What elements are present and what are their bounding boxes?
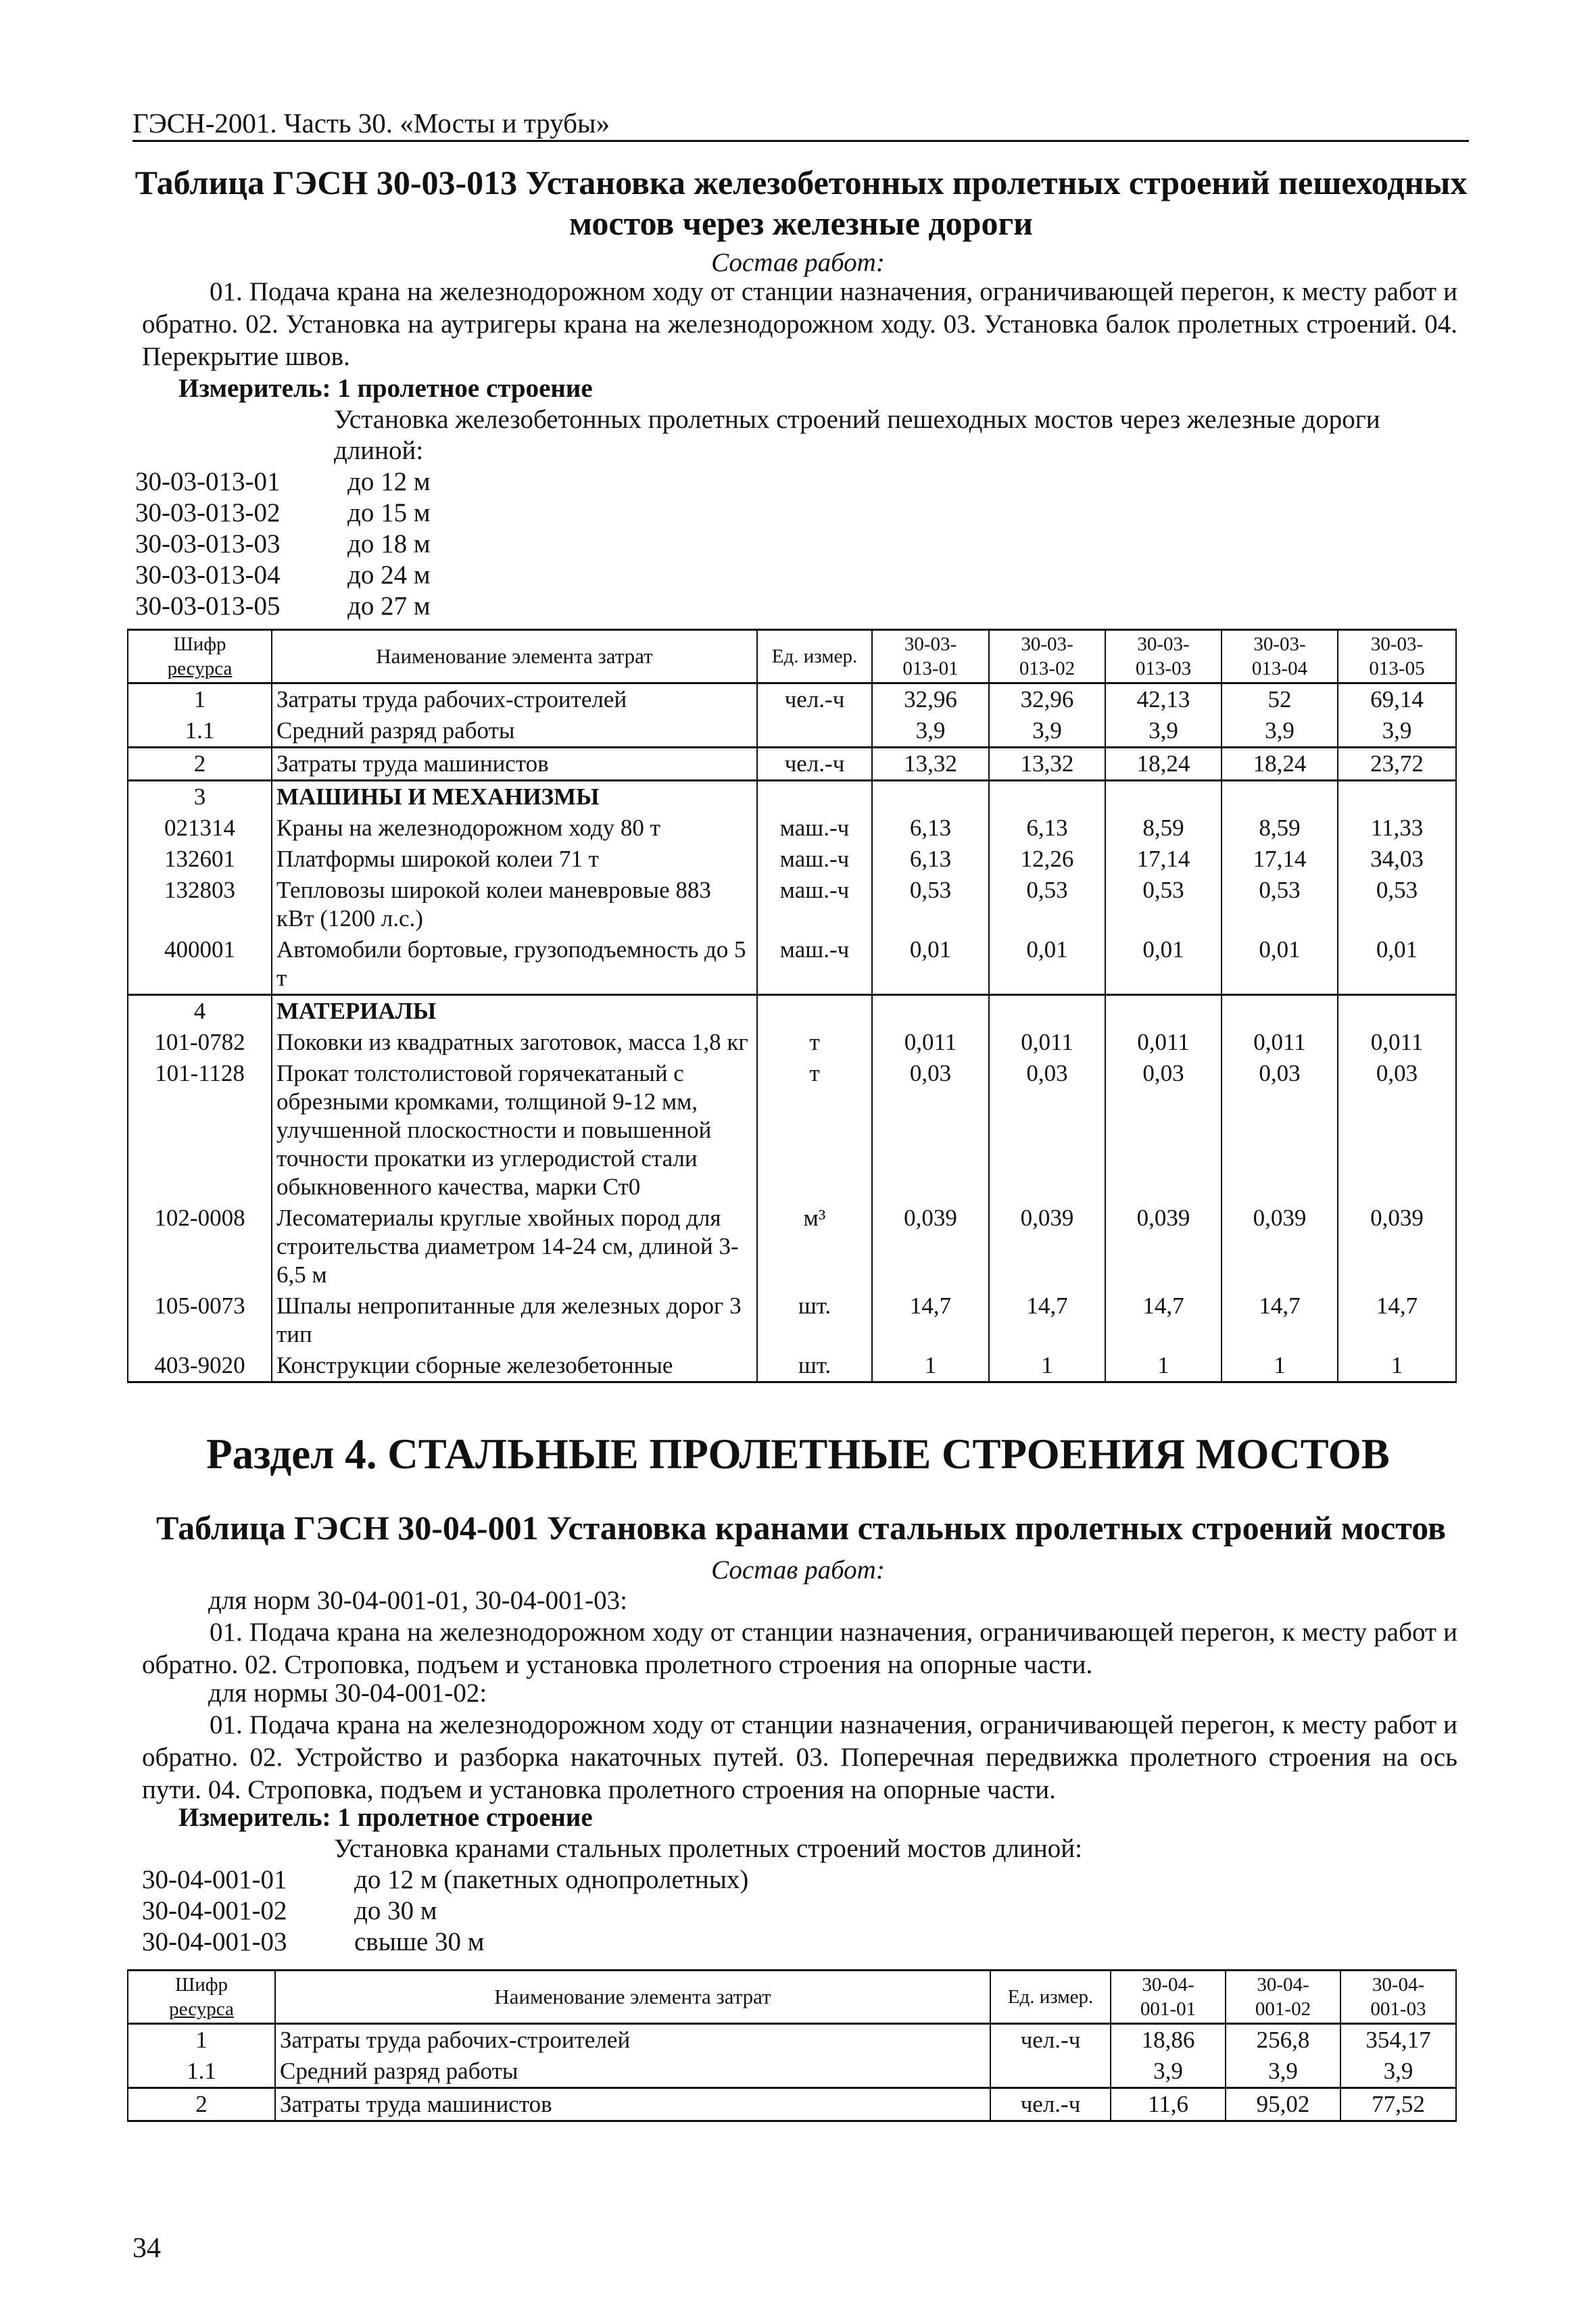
table-group-row [128,995,1456,1028]
cell-value [1222,995,1338,1028]
cell-value: 0,01 [1222,934,1338,995]
table-row [128,875,1456,934]
col-header-name: Наименование элемента затрат [272,630,757,683]
cell-name: Автомобили бортовые, грузоподъемность до 5 т [272,934,757,995]
cell-value: 77,52 [1340,2088,1456,2121]
cell-value: 3,9 [1222,715,1338,748]
cell-value: 32,96 [989,683,1105,716]
cell-value [872,781,989,813]
cell-unit: маш.-ч [757,934,872,995]
col-header-code: Шифр ресурса [128,1971,275,2024]
cell-value: 6,13 [872,813,989,844]
cell-name: Средний разряд работы [275,2056,990,2088]
resource-table-2 [127,1969,1457,2122]
norm-desc: до 18 м [347,529,431,558]
cell-value: 3,9 [1338,715,1456,748]
cell-value: 0,03 [872,1058,989,1203]
cell-value: 6,13 [872,844,989,875]
cell-code: 1 [128,2024,275,2056]
table-row [128,1203,1456,1290]
cell-value: 0,039 [989,1203,1105,1290]
cell-value: 0,03 [1222,1058,1338,1203]
table-row [128,2056,1456,2088]
cell-unit: чел.-ч [757,748,872,781]
col-header-norm: 30-04- 001-02 [1226,1971,1340,2024]
cell-value: 0,011 [1338,1027,1456,1058]
cell-value: 18,24 [1222,748,1338,781]
cell-code: 102-0008 [128,1203,272,1290]
cell-value: 3,9 [1226,2056,1340,2088]
cell-value: 3,9 [872,715,989,748]
cell-code: 4 [128,995,272,1028]
cell-name: Средний разряд работы [272,715,757,748]
cell-value: 256,8 [1226,2024,1340,2056]
table-row [128,1290,1456,1350]
table2-composition-a: 01. Подача крана на железнодорожном ходу от станции назначения, ограничивающей перегон, к месту работ и обратно. 02. Строповка, подъем и установка пролетного строения на опорные части. [142,1618,1457,1679]
table1-title [101,162,1501,243]
cell-value: 354,17 [1340,2024,1456,2056]
cell-value: 0,53 [1338,875,1456,934]
cell-value: 69,14 [1338,683,1456,716]
cell-value [1222,781,1338,813]
col-header-unit: Ед. измер. [757,630,872,683]
norm-code: 30-03-013-05 [135,592,281,621]
norm-code: 30-03-013-02 [135,498,281,527]
table1-description-line2: длиной: [334,436,424,465]
table1-title-line2: мостов через железные дороги [569,204,1033,242]
cell-value: 0,039 [1222,1203,1338,1290]
cell-value: 8,59 [1105,813,1222,844]
cell-code: 400001 [128,934,272,995]
cell-unit [757,715,872,748]
cell-code: 403-9020 [128,1350,272,1382]
cell-value: 1 [872,1350,989,1382]
cell-value: 1 [1105,1350,1222,1382]
cell-value: 0,53 [989,875,1105,934]
cell-unit: маш.-ч [757,844,872,875]
cell-code: 132601 [128,844,272,875]
col-header-code: Шифр ресурса [128,630,272,683]
table1-description-line1: Установка железобетонных пролетных строений пешеходных мостов через железные дороги [334,405,1380,434]
cell-value: 14,7 [1338,1290,1456,1350]
table-row [128,683,1456,716]
header-rule [132,140,1469,142]
table-header-row [128,630,1456,683]
cell-code: 2 [128,2088,275,2121]
norm-code: 30-03-013-03 [135,529,281,558]
norm-desc: до 15 м [347,498,431,527]
cell-unit: чел.-ч [990,2088,1111,2121]
col-header-norm: 30-04- 001-03 [1340,1971,1456,2024]
table-row [128,1027,1456,1058]
cell-unit: шт. [757,1350,872,1382]
cell-code: 3 [128,781,272,813]
cell-name: Краны на железнодорожном ходу 80 т [272,813,757,844]
cell-value: 1 [1338,1350,1456,1382]
table2-description: Установка кранами стальных пролетных строений мостов длиной: [334,1834,1082,1863]
cell-name: Шпалы непропитанные для железных дорог 3 тип [272,1290,757,1350]
cell-code: 1 [128,683,272,716]
cell-value: 3,9 [989,715,1105,748]
cell-unit: м³ [757,1203,872,1290]
cell-value: 17,14 [1105,844,1222,875]
cell-value: 0,03 [1338,1058,1456,1203]
cell-code: 101-1128 [128,1058,272,1203]
cell-value: 14,7 [1105,1290,1222,1350]
norm-code: 30-04-001-03 [142,1927,287,1956]
norm-code: 30-04-001-02 [142,1896,287,1925]
cell-value: 95,02 [1226,2088,1340,2121]
norm-code: 30-03-013-01 [135,467,281,496]
col-header-norm: 30-03- 013-03 [1105,630,1222,683]
cell-code: 132803 [128,875,272,934]
table1-meter: Измеритель: 1 пролетное строение [178,374,593,403]
cell-value: 3,9 [1105,715,1222,748]
cell-value: 23,72 [1338,748,1456,781]
col-header-unit: Ед. измер. [990,1971,1111,2024]
cell-value: 0,039 [1338,1203,1456,1290]
table1-composition-label: Состав работ: [711,248,885,277]
resource-table-1 [127,629,1457,1383]
cell-code: 105-0073 [128,1290,272,1350]
table2-composition-label: Состав работ: [711,1555,885,1585]
table2-composition-b: 01. Подача крана на железнодорожном ходу от станции назначения, ограничивающей перегон, к месту работ и обратно. 02. Устройство и разборка накаточных путей. 03. Поперечная передвижка пролетного строения на ось пути. 04. Строповка, подъем и установка пролетного строения на опорные части. [142,1710,1457,1804]
cell-unit: чел.-ч [757,683,872,716]
cell-value: 34,03 [1338,844,1456,875]
cell-value: 13,32 [872,748,989,781]
norm-desc: до 12 м [347,467,431,496]
cell-value: 0,011 [1105,1027,1222,1058]
cell-value: 32,96 [872,683,989,716]
cell-value: 0,01 [1338,934,1456,995]
cell-value: 0,01 [1105,934,1222,995]
cell-value: 0,011 [872,1027,989,1058]
cell-code: 1.1 [128,2056,275,2088]
table-row [128,715,1456,748]
cell-code: 1.1 [128,715,272,748]
cell-name: Лесоматериалы круглые хвойных пород для строительства диаметром 14-24 см, длиной 3-6,5 м [272,1203,757,1290]
cell-name: Платформы широкой колеи 71 т [272,844,757,875]
cell-name: Затраты труда машинистов [275,2088,990,2121]
table2-meter: Измеритель: 1 пролетное строение [178,1803,593,1832]
cell-value: 0,011 [1222,1027,1338,1058]
section-title: Раздел 4. СТАЛЬНЫЕ ПРОЛЕТНЫЕ СТРОЕНИЯ МОСТОВ [206,1430,1390,1478]
col-header-norm: 30-03- 013-04 [1222,630,1338,683]
cell-value: 11,6 [1111,2088,1226,2121]
cell-value: 0,53 [1222,875,1338,934]
cell-unit [757,781,872,813]
norm-desc: до 12 м (пакетных однопролетных) [354,1865,749,1894]
cell-value: 0,53 [872,875,989,934]
table-row [128,2024,1456,2056]
cell-value: 0,039 [1105,1203,1222,1290]
col-header-name: Наименование элемента затрат [275,1971,990,2024]
cell-value: 0,03 [989,1058,1105,1203]
table1-title-line1: Таблица ГЭСН 30-03-013 Установка железобетонных пролетных строений пешеходных [135,164,1468,201]
table-row [128,748,1456,781]
col-header-norm: 30-03- 013-05 [1338,630,1456,683]
cell-value: 3,9 [1111,2056,1226,2088]
cell-value [989,781,1105,813]
cell-value [872,995,989,1028]
norm-desc: свыше 30 м [354,1927,485,1956]
cell-value: 0,01 [989,934,1105,995]
norm-desc: до 24 м [347,560,431,589]
cell-unit: маш.-ч [757,813,872,844]
cell-value: 0,01 [872,934,989,995]
norm-desc: до 27 м [347,592,431,621]
cell-value: 18,86 [1111,2024,1226,2056]
cell-value: 8,59 [1222,813,1338,844]
cell-value [1338,995,1456,1028]
cell-value: 12,26 [989,844,1105,875]
table-row [128,1350,1456,1382]
cell-unit: чел.-ч [990,2024,1111,2056]
cell-unit: шт. [757,1290,872,1350]
cell-name: Тепловозы широкой колеи маневровые 883 кВт (1200 л.с.) [272,875,757,934]
cell-value: 0,53 [1105,875,1222,934]
cell-value: 6,13 [989,813,1105,844]
norm-desc: до 30 м [354,1896,437,1925]
cell-unit: т [757,1058,872,1203]
cell-value: 14,7 [989,1290,1105,1350]
cell-unit [757,995,872,1028]
cell-value: 14,7 [872,1290,989,1350]
table-group-row [128,781,1456,813]
table-row [128,934,1456,995]
cell-value: 18,24 [1105,748,1222,781]
table-row [128,1058,1456,1203]
cell-name: Конструкции сборные железобетонные [272,1350,757,1382]
cell-value: 3,9 [1340,2056,1456,2088]
cell-value: 0,039 [872,1203,989,1290]
cell-unit [990,2056,1111,2088]
cell-value [1338,781,1456,813]
table1-composition-text: 01. Подача крана на железнодорожном ходу от станции назначения, ограничивающей перегон, к месту работ и обратно. 02. Установка на аутригеры крана на железнодорожном ходу. 03. Установка балок пролетных строений. 04. Перекрытие швов. [142,277,1457,371]
cell-name: Прокат толстолистовой горячекатаный с обрезными кромками, толщиной 9-12 мм, улучшенной плоскостности и повышенной точности прокатки из углеродистой стали обыкновенного качества, марки Ст0 [272,1058,757,1203]
cell-value: 1 [989,1350,1105,1382]
cell-value: 0,011 [989,1027,1105,1058]
cell-unit: т [757,1027,872,1058]
cell-unit: маш.-ч [757,875,872,934]
cell-value: 17,14 [1222,844,1338,875]
norm-code: 30-03-013-04 [135,560,281,589]
cell-value: 1 [1222,1350,1338,1382]
running-header: ГЭСН-2001. Часть 30. «Мосты и трубы» [132,107,610,139]
norm-code: 30-04-001-01 [142,1865,287,1894]
cell-value [989,995,1105,1028]
cell-value: 0,03 [1105,1058,1222,1203]
page-number: 34 [132,2233,161,2264]
cell-name: Затраты труда машинистов [272,748,757,781]
cell-name: Затраты труда рабочих-строителей [275,2024,990,2056]
table2-for-norms-b: для нормы 30-04-001-02: [208,1679,487,1708]
cell-code: 021314 [128,813,272,844]
cell-value: 14,7 [1222,1290,1338,1350]
cell-name: Затраты труда рабочих-строителей [272,683,757,716]
col-header-norm: 30-03- 013-02 [989,630,1105,683]
cell-value [1105,781,1222,813]
cell-group-name: МАТЕРИАЛЫ [272,995,757,1028]
cell-value: 52 [1222,683,1338,716]
cell-value: 11,33 [1338,813,1456,844]
col-header-norm: 30-04- 001-01 [1111,1971,1226,2024]
cell-code: 101-0782 [128,1027,272,1058]
table-row [128,844,1456,875]
cell-group-name: МАШИНЫ И МЕХАНИЗМЫ [272,781,757,813]
cell-value: 42,13 [1105,683,1222,716]
table-row [128,813,1456,844]
col-header-norm: 30-03- 013-01 [872,630,989,683]
table-row [128,2088,1456,2121]
cell-name: Поковки из квадратных заготовок, масса 1,8 кг [272,1027,757,1058]
table2-for-norms-a: для норм 30-04-001-01, 30-04-001-03: [208,1586,627,1615]
table2-title: Таблица ГЭСН 30-04-001 Установка кранами стальных пролетных строений мостов [156,1509,1446,1547]
cell-code: 2 [128,748,272,781]
cell-value: 13,32 [989,748,1105,781]
table-header-row [128,1971,1456,2024]
cell-value [1105,995,1222,1028]
